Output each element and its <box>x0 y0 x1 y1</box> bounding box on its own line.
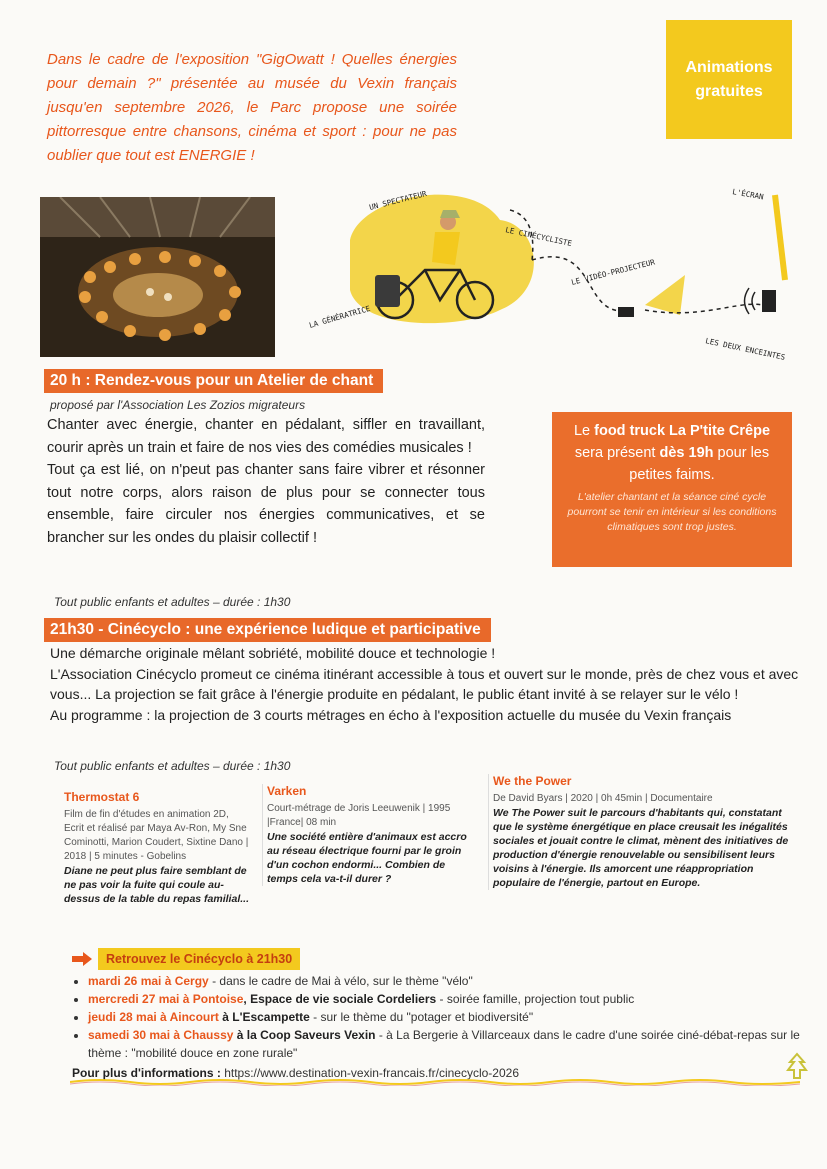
event-place: , Espace de vie sociale Cordeliers <box>243 992 437 1006</box>
section1-paragraph-1: Chanter avec énergie, chanter en pédalant, siffler en travaillant, courir après un train et faire de nos vies des comédies musicales ! <box>47 417 485 456</box>
film-summary: We The Power suit le parcours d'habitants qui, constatant que le système énergétique en place creusait les inégalités sociales et jouait contre le climat, mènent des initiatives de production d'énergie renouvelable ou sensibilisent leurs voisins à l'énergie. Ils amorcent une réappropriation populaire de l'énergie, partout en Europe. <box>493 807 789 889</box>
film-we-the-power <box>488 774 798 890</box>
section2-paragraph-2: L'Association Cinécyclo promeut ce cinéma itinérant accessible à tous et ouvert sur le monde, près de chez vous et avec vous... La projection se fait grâce à l'énergie produite en pédalant, le public étant invité à se relayer sur le vélo ! <box>50 665 799 702</box>
film-summary: Une société entière d'animaux est accro au réseau électrique fourni par le groin d'un cochon endormi... Combien de temps cela va-t-il durer ? <box>267 831 467 885</box>
retrouvez-title-row <box>72 948 812 970</box>
screen-shape <box>775 195 785 280</box>
list-item <box>88 1008 812 1026</box>
food-post: pour les petites faims. <box>629 445 770 483</box>
section2-body <box>50 643 810 725</box>
food-pre: Le <box>573 423 595 439</box>
arrow-right-icon <box>72 952 92 966</box>
more-info-link[interactable]: https://www.destination-vexin-francais.fr/cinecyclo-2026 <box>220 1066 519 1080</box>
speaker-icon <box>762 290 776 312</box>
food-name: food truck La P'tite Crêpe <box>594 423 771 439</box>
intro-text: Dans le cadre de l'exposition "GigOwatt ! Quelles énergies pour demain ?" présentée au musée du Vexin français jusqu'en septembre 2026, le Parc propose une soirée pittorresque entre chansons, cinéma et sport : pour ne pas oublier que tout est ENERGIE ! <box>47 51 457 164</box>
section2-heading: 21h30 - Cinécyclo : une expérience ludique et participative <box>44 618 491 642</box>
badge-line2: gratuites <box>695 82 763 100</box>
section1-heading: 20 h : Rendez-vous pour un Atelier de chant <box>44 369 383 393</box>
film-title: Thermostat 6 <box>64 790 140 804</box>
event-desc: - dans le cadre de Mai à vélo, sur le thème "vélo" <box>208 974 473 988</box>
event-date: mercredi 27 mai à Pontoise <box>88 992 244 1006</box>
choir-photo <box>40 197 275 357</box>
badge-line1: Animations <box>685 58 773 76</box>
section1-body <box>47 414 485 549</box>
label-generatrice: LA GÉNÉRATRICE <box>308 303 372 330</box>
label-cinecycliste: LE CINÉCYCLISTE <box>504 225 573 249</box>
label-projecteur: LE VIDÉO-PROJECTEUR <box>570 257 656 287</box>
section2-meta: Tout public enfants et adultes – durée : 1h30 <box>54 759 291 773</box>
decorative-wave <box>70 1078 800 1086</box>
food-truck-box <box>552 412 792 567</box>
choir-photo-drawing <box>40 197 275 357</box>
section2-paragraph-3: Au programme : la projection de 3 courts métrages en écho à l'exposition actuelle du musée du Vexin français <box>50 706 732 723</box>
film-title: Varken <box>267 784 307 798</box>
retrouvez-section <box>72 948 812 1082</box>
food-truck-text <box>564 420 780 486</box>
cinecyclo-illustration <box>300 180 800 365</box>
film-thermostat <box>64 790 249 906</box>
list-item <box>88 1026 812 1062</box>
food-truck-note: L'atelier chantant et la séance ciné cycle pourront se tenir en intérieur si les conditions climatiques sont trop justes. <box>567 491 777 533</box>
list-item <box>88 972 812 990</box>
film-details: De David Byars | 2020 | 0h 45min | Documentaire <box>493 793 713 804</box>
film-summary: Diane ne peut plus faire semblant de ne pas voir la fuite qui coule au-dessus de la table du repas familial... <box>64 865 249 905</box>
food-time: dès 19h <box>659 445 714 461</box>
event-desc: - à La Bergerie à Villarceaux dans le cadre d'une soirée ciné-débat-repas sur le thème : "mobilité douce en zone rurale" <box>88 1028 800 1060</box>
projector-beam <box>645 275 685 315</box>
film-varken <box>262 784 472 886</box>
retrouvez-title: Retrouvez le Cinécyclo à 21h30 <box>98 948 300 970</box>
projector-icon <box>618 307 634 317</box>
free-animations-badge <box>666 20 792 139</box>
section1-paragraph-2: Tout ça est lié, on n'peut pas chanter sans faire vibrer et résonner tout notre corps, alors raison de plus pour se connecter tous ensemble, faire circuler nos énergies communicatives, et se brancher sur les ondes du plaisir collectif ! <box>47 462 485 546</box>
cinecyclo-diagram <box>300 180 800 365</box>
tree-icon <box>786 1052 808 1082</box>
event-place: à L'Escampette <box>218 1010 310 1024</box>
food-mid: sera présent <box>574 445 660 461</box>
film-title: We the Power <box>493 774 572 788</box>
label-ecran: L'ÉCRAN <box>731 187 765 202</box>
label-enceintes: LES DEUX ENCEINTES <box>704 336 786 362</box>
event-date: jeudi 28 mai à Aincourt <box>88 1010 219 1024</box>
film-details: Film de fin d'études en animation 2D, Ecrit et réalisé par Maya Av-Ron, My Sne Cominotti, Marion Coudert, Sixtine Dano | 2018 | 5 minutes - Gobelins <box>64 809 249 862</box>
event-desc: - sur le thème du "potager et biodiversité" <box>309 1010 534 1024</box>
event-place: à la Coop Saveurs Vexin <box>233 1028 376 1042</box>
film-details: Court-métrage de Joris Leeuwenik | 1995 |France| 08 min <box>267 803 451 828</box>
event-desc: - soirée famille, projection tout public <box>436 992 635 1006</box>
dates-list <box>72 972 812 1062</box>
more-info-label: Pour plus d'informations : <box>72 1066 221 1080</box>
section2-paragraph-1: Une démarche originale mêlant sobriété, mobilité douce et technologie ! <box>50 645 496 661</box>
event-date: samedi 30 mai à Chaussy <box>88 1028 234 1042</box>
section1-meta: Tout public enfants et adultes – durée : 1h30 <box>54 595 291 609</box>
event-date: mardi 26 mai à Cergy <box>88 974 209 988</box>
label-spectateur: UN SPECTATEUR <box>368 189 428 212</box>
section1-subtitle: proposé par l'Association Les Zozios migrateurs <box>50 398 306 412</box>
list-item <box>88 990 812 1008</box>
